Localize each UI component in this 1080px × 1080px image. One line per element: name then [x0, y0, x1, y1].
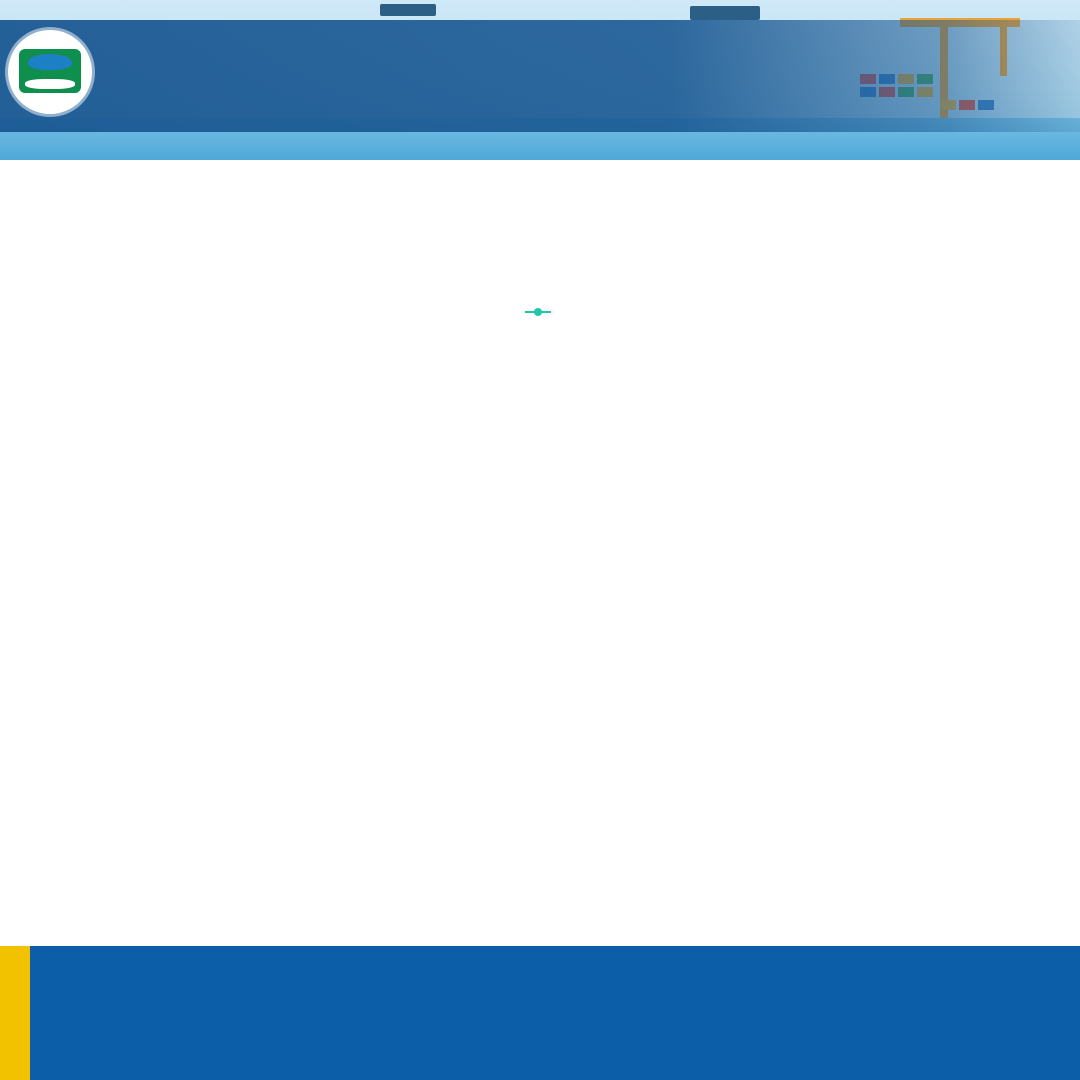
- legend-side-tab: [0, 946, 30, 1080]
- bmkg-logo: [8, 30, 92, 114]
- sst-chart: [30, 206, 1050, 302]
- sst-legend-marker-icon: [525, 311, 551, 313]
- bmkg-emblem-icon: [19, 49, 81, 93]
- ship-icon: [690, 6, 760, 20]
- legend-bar: [0, 946, 1080, 1080]
- sst-chart-plot: [86, 214, 1040, 274]
- sst-chart-legend: [0, 304, 1080, 318]
- header-overlay: [0, 20, 1080, 132]
- ship-icon: [380, 4, 436, 16]
- page-header: [0, 0, 1080, 160]
